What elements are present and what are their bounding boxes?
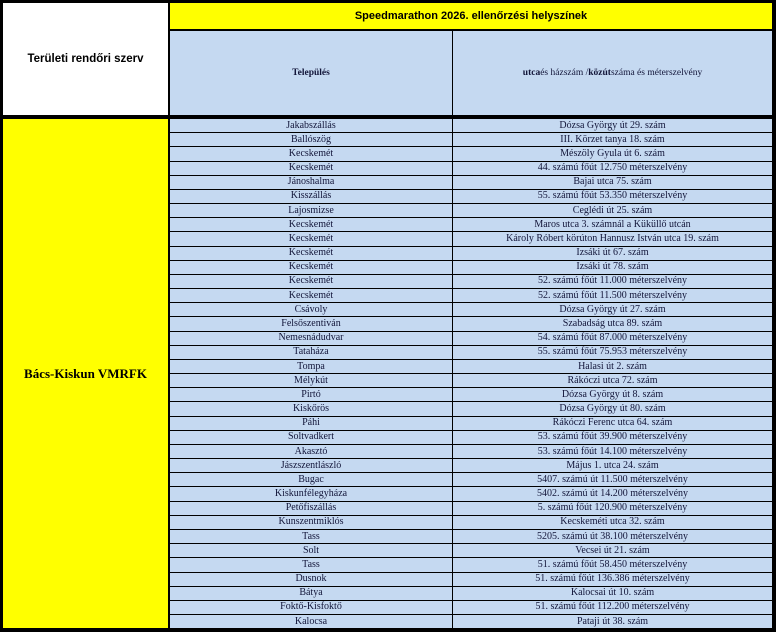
table-inner xyxy=(3,3,772,628)
rows-container xyxy=(170,119,772,628)
settlement-cell: Mélykút xyxy=(170,374,453,387)
corner-header-territorial-police: Területi rendőri szerv xyxy=(3,3,170,115)
settlement-cell: Nemesnádudvar xyxy=(170,332,453,345)
address-cell: Szabadság utca 89. szám xyxy=(453,317,772,330)
settlement-cell: Lajosmizse xyxy=(170,204,453,217)
table-row xyxy=(170,601,772,615)
settlement-cell: Tass xyxy=(170,530,453,543)
address-cell: Rákóczi utca 72. szám xyxy=(453,374,772,387)
address-cell: Rákóczi Ferenc utca 64. szám xyxy=(453,417,772,430)
table-row xyxy=(170,275,772,289)
address-cell: 5205. számú út 38.100 méterszelvény xyxy=(453,530,772,543)
settlement-cell: Kecskemét xyxy=(170,232,453,245)
table-header xyxy=(3,3,772,115)
address-cell: 55. számú főút 53.350 méterszelvény xyxy=(453,190,772,203)
settlement-cell: Kecskemét xyxy=(170,247,453,260)
settlement-cell: Kiskőrös xyxy=(170,402,453,415)
address-cell: 51. számú főút 58.450 méterszelvény xyxy=(453,558,772,571)
address-cell: 52. számú főút 11.000 méterszelvény xyxy=(453,275,772,288)
address-cell: III. Körzet tanya 18. szám xyxy=(453,133,772,146)
table-row xyxy=(170,190,772,204)
settlement-cell: Jánoshalma xyxy=(170,176,453,189)
table-row xyxy=(170,388,772,402)
address-cell: 51. számú főút 136.386 méterszelvény xyxy=(453,573,772,586)
table-title: Speedmarathon 2026. ellenőrzési helyszínek xyxy=(170,3,772,31)
settlement-cell: Dusnok xyxy=(170,573,453,586)
settlement-cell: Kalocsa xyxy=(170,615,453,628)
table-row xyxy=(170,119,772,133)
address-cell: 54. számú főút 87.000 méterszelvény xyxy=(453,332,772,345)
table-row xyxy=(170,473,772,487)
settlement-cell: Kecskemét xyxy=(170,162,453,175)
table-row xyxy=(170,374,772,388)
table-row xyxy=(170,218,772,232)
table-row xyxy=(170,346,772,360)
table-row xyxy=(170,147,772,161)
table-row xyxy=(170,615,772,628)
settlement-cell: Solt xyxy=(170,544,453,557)
table-row xyxy=(170,445,772,459)
settlement-cell: Jászszentlászló xyxy=(170,459,453,472)
table-row xyxy=(170,544,772,558)
settlement-cell: Soltvadkert xyxy=(170,431,453,444)
settlement-cell: Kiskunfélegyháza xyxy=(170,487,453,500)
region-cell-bacs-kiskun: Bács-Kiskun VMRFK xyxy=(3,119,170,628)
address-cell: Izsáki út 78. szám xyxy=(453,261,772,274)
settlement-cell: Páhi xyxy=(170,417,453,430)
settlement-cell: Bátya xyxy=(170,587,453,600)
table-row xyxy=(170,530,772,544)
table-row xyxy=(170,162,772,176)
table-row xyxy=(170,176,772,190)
table-row xyxy=(170,261,772,275)
address-cell: Maros utca 3. számnál a Küküllő utcán xyxy=(453,218,772,231)
settlement-cell: Csávoly xyxy=(170,303,453,316)
address-cell: Károly Róbert körúton Hannusz István utca 19. szám xyxy=(453,232,772,245)
address-cell: Halasi út 2. szám xyxy=(453,360,772,373)
address-cell: Mészöly Gyula út 6. szám xyxy=(453,147,772,160)
subheader-row xyxy=(170,31,772,115)
address-cell: Kecskeméti utca 32. szám xyxy=(453,516,772,529)
table-row xyxy=(170,232,772,246)
settlement-cell: Akasztó xyxy=(170,445,453,458)
address-cell: 5402. számú út 14.200 méterszelvény xyxy=(453,487,772,500)
settlement-cell: Kecskemét xyxy=(170,275,453,288)
table-row xyxy=(170,204,772,218)
address-cell: Dózsa György út 27. szám xyxy=(453,303,772,316)
settlement-cell: Foktő-Kisfoktő xyxy=(170,601,453,614)
settlement-cell: Kecskemét xyxy=(170,261,453,274)
table-row xyxy=(170,487,772,501)
table-row xyxy=(170,431,772,445)
table-row xyxy=(170,558,772,572)
table-row xyxy=(170,502,772,516)
header-right xyxy=(170,3,772,115)
settlement-cell: Kecskemét xyxy=(170,289,453,302)
address-cell: 5407. számú út 11.500 méterszelvény xyxy=(453,473,772,486)
address-cell: Dózsa György út 8. szám xyxy=(453,388,772,401)
column-header-settlement: Település xyxy=(170,31,453,115)
street-header-mid: és házszám / xyxy=(540,68,589,78)
address-cell: Bajai utca 75. szám xyxy=(453,176,772,189)
table-row xyxy=(170,459,772,473)
settlement-cell: Jakabszállás xyxy=(170,119,453,132)
settlement-cell: Felsőszentiván xyxy=(170,317,453,330)
address-cell: 55. számú főút 75.953 méterszelvény xyxy=(453,346,772,359)
address-cell: 52. számú főút 11.500 méterszelvény xyxy=(453,289,772,302)
address-cell: Izsáki út 67. szám xyxy=(453,247,772,260)
table-row xyxy=(170,516,772,530)
address-cell: Ceglédi út 25. szám xyxy=(453,204,772,217)
settlement-cell: Pirtó xyxy=(170,388,453,401)
table-row xyxy=(170,247,772,261)
street-header-bold-kozut: közút xyxy=(588,68,611,78)
address-cell: 53. számú főút 39.900 méterszelvény xyxy=(453,431,772,444)
street-header-bold-utca: utca xyxy=(522,68,541,78)
table-row xyxy=(170,573,772,587)
address-cell: Vecsei út 21. szám xyxy=(453,544,772,557)
settlement-cell: Tataháza xyxy=(170,346,453,359)
table-row xyxy=(170,133,772,147)
table-row xyxy=(170,417,772,431)
table-row xyxy=(170,317,772,331)
settlement-cell: Bugac xyxy=(170,473,453,486)
settlement-cell: Kecskemét xyxy=(170,218,453,231)
settlement-cell: Petőfiszállás xyxy=(170,502,453,515)
address-cell: Kalocsai út 10. szám xyxy=(453,587,772,600)
table-body xyxy=(3,119,772,628)
address-cell: Pataji út 38. szám xyxy=(453,615,772,628)
settlement-cell: Ballószög xyxy=(170,133,453,146)
address-cell: 44. számú főút 12.750 méterszelvény xyxy=(453,162,772,175)
table-row xyxy=(170,402,772,416)
address-cell: Dózsa György út 29. szám xyxy=(453,119,772,132)
table-row xyxy=(170,587,772,601)
settlement-cell: Tass xyxy=(170,558,453,571)
table-row xyxy=(170,289,772,303)
settlement-cell: Tompa xyxy=(170,360,453,373)
street-header-rest: száma és méterszelvény xyxy=(610,68,703,78)
table-row xyxy=(170,332,772,346)
settlement-cell: Kecskemét xyxy=(170,147,453,160)
table-row xyxy=(170,303,772,317)
address-cell: Dózsa György út 80. szám xyxy=(453,402,772,415)
address-cell: 51. számú főút 112.200 méterszelvény xyxy=(453,601,772,614)
column-header-street xyxy=(453,31,772,115)
settlement-cell: Kunszentmiklós xyxy=(170,516,453,529)
table-row xyxy=(170,360,772,374)
address-cell: Május 1. utca 24. szám xyxy=(453,459,772,472)
address-cell: 5. számú főút 120.900 méterszelvény xyxy=(453,502,772,515)
settlement-cell: Kisszállás xyxy=(170,190,453,203)
address-cell: 53. számú főút 14.100 méterszelvény xyxy=(453,445,772,458)
